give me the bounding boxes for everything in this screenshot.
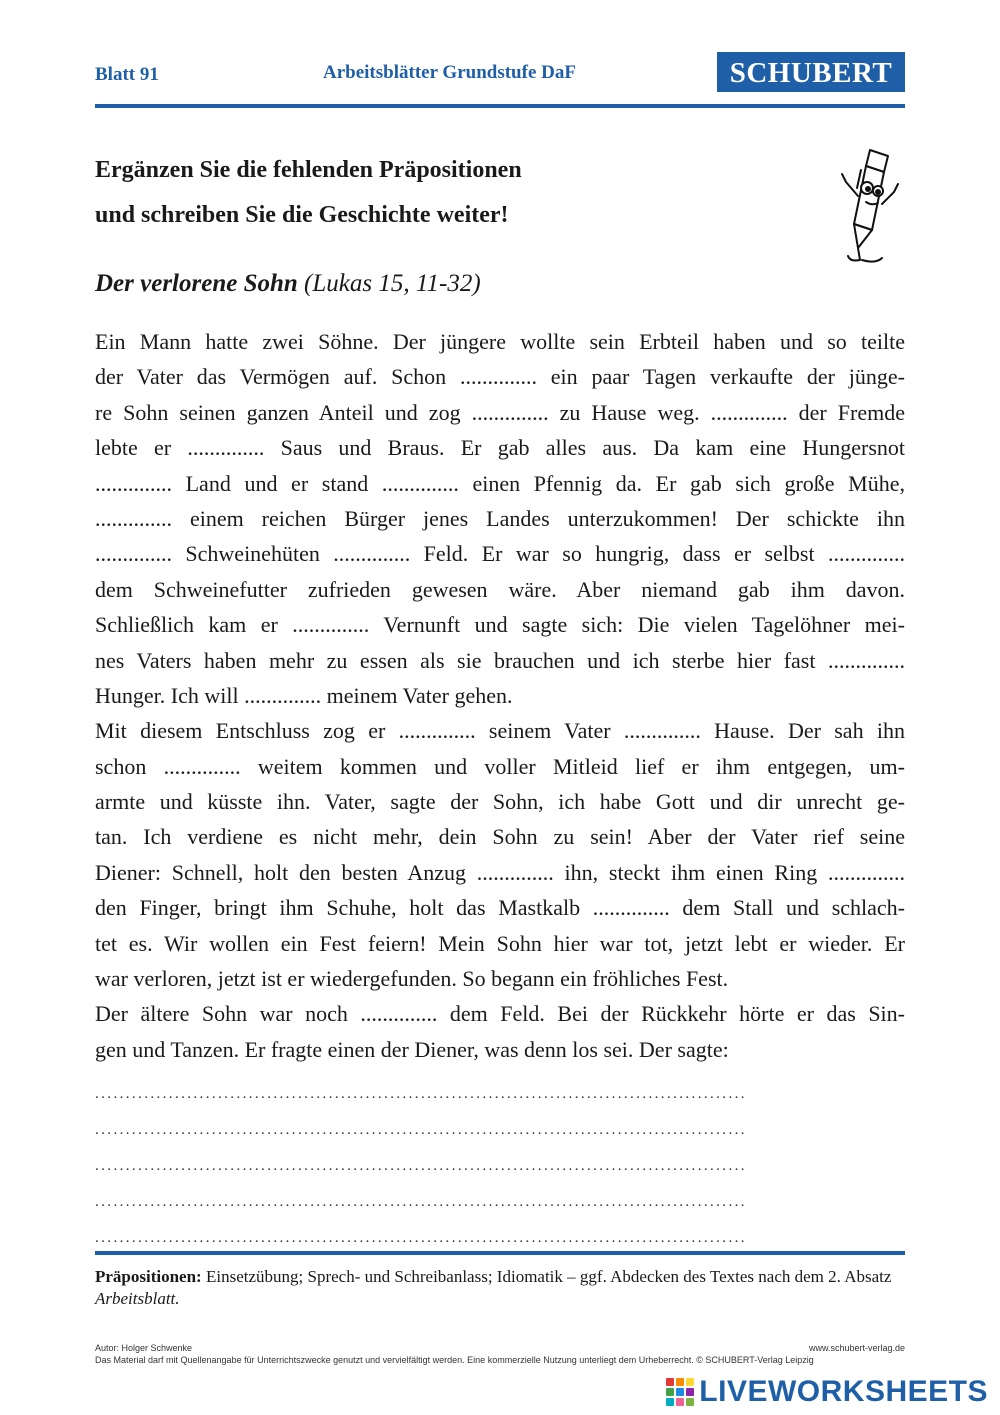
story-title-main: Der verlorene Sohn (95, 270, 298, 297)
answer-line[interactable]: .......................................................................................................... (95, 1230, 747, 1246)
logo-tile (676, 1398, 684, 1406)
story-line: war verloren, jetzt ist er wiedergefunden. So begann ein fröhliches Fest. (95, 966, 729, 992)
publisher-logo: SCHUBERT (717, 52, 905, 92)
sheet-number: Blatt 91 (95, 64, 159, 85)
task-line-1: Ergänzen Sie die fehlenden Präpositionen (95, 157, 522, 183)
notes-text: Einsetzübung; Sprech- und Schreibanlass; Idiomatik – ggf. Abdecken des Textes nach dem 2. Absatz (201, 1267, 892, 1286)
liveworksheets-logo-icon (666, 1378, 694, 1406)
story-line: armte und küsste ihn. Vater, sagte der Sohn, ich habe Gott und dir unrecht ge- (95, 789, 905, 815)
logo-tile (686, 1388, 694, 1396)
story-line: der Vater das Vermögen auf. Schon .............. ein paar Tagen verkaufte der jünge- (95, 364, 905, 390)
story-text (95, 324, 905, 1067)
notes-label: Präpositionen: (95, 1267, 202, 1286)
credits (95, 1342, 905, 1366)
liveworksheets-watermark (666, 1375, 988, 1409)
story-line: tan. Ich verdiene es nicht mehr, dein Sohn zu sein! Aber der Vater rief seine (95, 824, 905, 850)
story-line: nes Vaters haben mehr zu essen als sie brauchen und ich sterbe hier fast .............. (95, 647, 905, 673)
logo-tile (676, 1378, 684, 1386)
logo-tile (676, 1388, 684, 1396)
answer-line[interactable]: .......................................................................................................... (95, 1086, 747, 1102)
page-header (95, 52, 905, 94)
story-line: .............. einem reichen Bürger jenes Landes unterzukommen! Der schickte ihn (95, 505, 905, 531)
story-line: Diener: Schnell, holt den besten Anzug .............. ihn, steckt ihm einen Ring .............. (95, 859, 905, 885)
logo-tile (666, 1378, 674, 1386)
story-line: schon .............. weitem kommen und voller Mitleid lief er ihm entgegen, um- (95, 753, 905, 779)
story-line: .............. Schweinehüten .............. Feld. Er war so hungrig, dass er selbst .............. (95, 541, 905, 567)
answer-line[interactable]: .......................................................................................................... (95, 1194, 747, 1210)
story-line: gen und Tanzen. Er fragte einen der Diener, was denn los sei. Der sagte: (95, 1036, 729, 1062)
story-line: Ein Mann hatte zwei Söhne. Der jüngere wollte sein Erbteil haben und so teilte (95, 329, 905, 354)
publisher-website: www.schubert-verlag.de (808, 1343, 905, 1353)
story-line: lebte er .............. Saus und Braus. Er gab alles aus. Da kam eine Hungersnot (95, 435, 905, 461)
answer-line[interactable]: .......................................................................................................... (95, 1158, 747, 1174)
license-note: Das Material darf mit Quellenangabe für Unterrichtszwecke genutzt und vervielfältigt werden. Eine kommerzielle Nutzung unterliegt dem Urheberrecht. © SCHUBERT-Verlag Leipzig (95, 1355, 814, 1365)
story-line: Schließlich kam er .............. Vernunft und sagte sich: Die vielen Tagelöhner mei- (95, 612, 905, 638)
logo-tile (686, 1378, 694, 1386)
logo-tile (666, 1398, 674, 1406)
teacher-notes (95, 1266, 905, 1310)
answer-line[interactable]: .......................................................................................................... (95, 1122, 747, 1138)
story-line: den Finger, bringt ihm Schuhe, holt das Mastkalb .............. dem Stall und schlach- (95, 895, 905, 921)
story-line: dem Schweinefutter zufrieden gewesen wäre. Aber niemand gab ihm davon. (95, 576, 905, 602)
story-title (95, 270, 481, 298)
series-title: Arbeitsblätter Grundstufe DaF (323, 62, 576, 83)
logo-tile (666, 1388, 674, 1396)
story-line: Der ältere Sohn war noch .............. dem Feld. Bei der Rückkehr hörte er das Sin- (95, 1001, 905, 1027)
pencil-cartoon-icon (836, 148, 906, 266)
footer-divider (95, 1251, 905, 1255)
logo-tile (686, 1398, 694, 1406)
story-line: re Sohn seinen ganzen Anteil und zog .............. zu Hause weg. .............. der Fremde (95, 399, 905, 425)
story-line: Mit diesem Entschluss zog er .............. seinem Vater .............. Hause. Der sah ihn (95, 718, 905, 744)
task-instruction (95, 148, 795, 238)
story-line: tet es. Wir wollen ein Fest feiern! Mein Sohn hier war tot, jetzt lebt er wieder. Er (95, 930, 905, 956)
story-reference: (Lukas 15, 11-32) (304, 270, 481, 297)
header-divider (95, 104, 905, 108)
task-line-2: und schreiben Sie die Geschichte weiter! (95, 202, 509, 228)
author: Autor: Holger Schwenke (95, 1343, 193, 1353)
notes-type: Arbeitsblatt. (95, 1289, 180, 1308)
answer-lines (95, 1076, 905, 1256)
story-line: Hunger. Ich will .............. meinem Vater gehen. (95, 682, 513, 708)
story-line: .............. Land und er stand .............. einen Pfennig da. Er gab sich große Mühe, (95, 470, 905, 496)
liveworksheets-text: LIVEWORKSHEETS (699, 1375, 988, 1408)
